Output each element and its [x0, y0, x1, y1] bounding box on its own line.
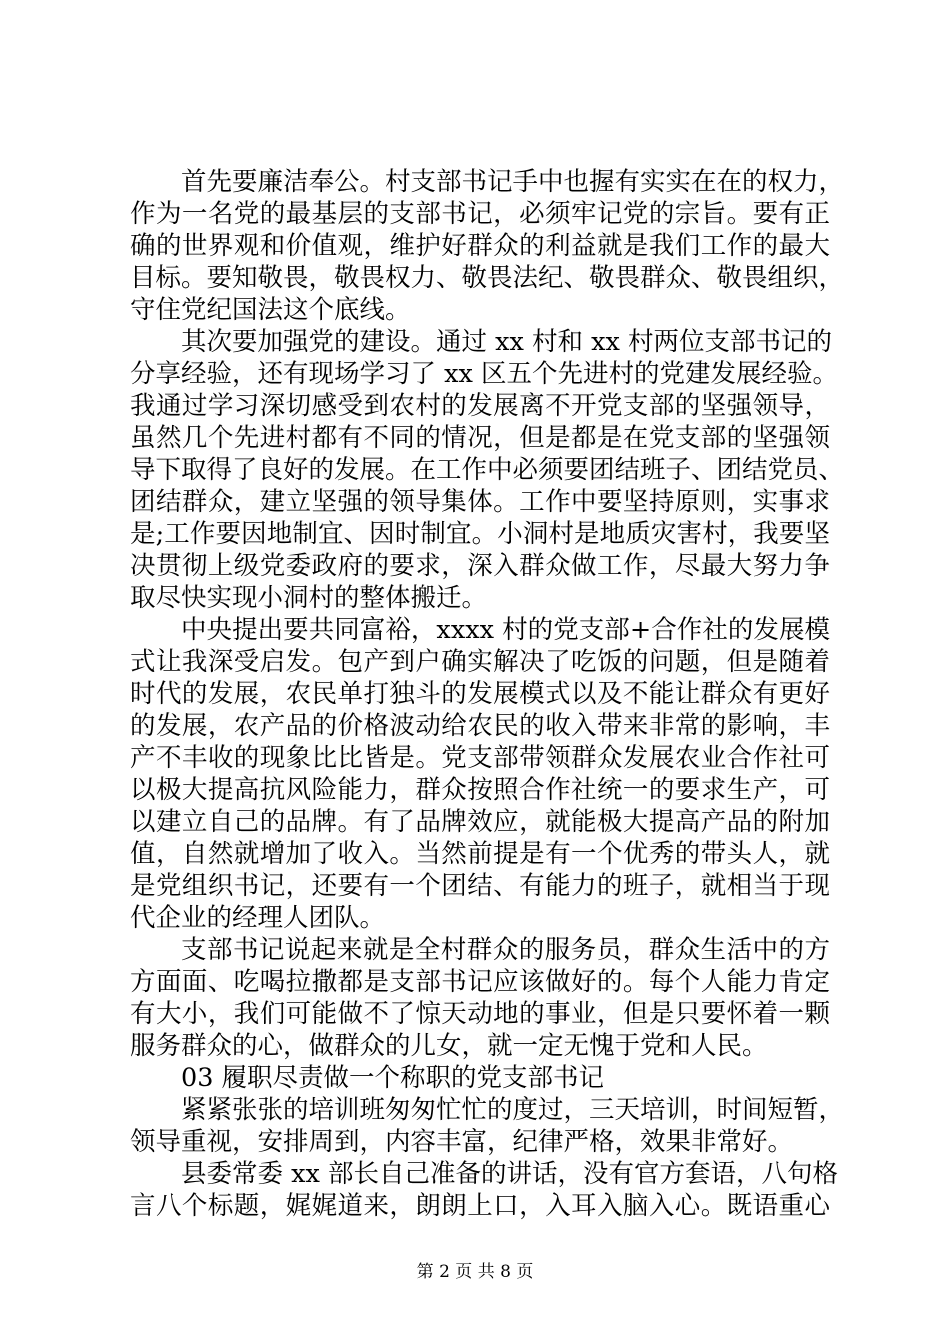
paragraph-line: 紧紧张张的培训班匆匆忙忙的度过，三天培训，时间短暂， — [181, 1095, 845, 1125]
paragraph-line: 是;工作要因地制宜、因时制宜。小洞村是地质灾害村，我要坚 — [130, 519, 830, 549]
section-heading: 03 履职尽责做一个称职的党支部书记 — [181, 1063, 605, 1093]
page-number-footer: 第 2 页 共 8 页 — [416, 1262, 534, 1282]
document-body — [130, 166, 845, 1222]
paragraph-line: 服务群众的心，做群众的儿女，就一定无愧于党和人民。 — [130, 1031, 768, 1061]
paragraph-line: 取尽快实现小洞村的整体搬迁。 — [130, 583, 488, 613]
paragraph-line: 导下取得了良好的发展。在工作中必须要团结班子、团结党员、 — [130, 455, 845, 485]
paragraph-line: 作为一名党的最基层的支部书记，必须牢记党的宗旨。要有正 — [130, 199, 830, 229]
paragraph-line: 确的世界观和价值观，维护好群众的利益就是我们工作的最大 — [130, 231, 830, 261]
paragraph-line: 分享经验，还有现场学习了 xx 区五个先进村的党建发展经验。 — [130, 359, 838, 389]
paragraph-line: 目标。要知敬畏，敬畏权力、敬畏法纪、敬畏群众、敬畏组织， — [130, 263, 845, 293]
paragraph-line: 支部书记说起来就是全村群众的服务员，群众生活中的方 — [181, 935, 830, 965]
paragraph-line: 言八个标题，娓娓道来，朗朗上口，入耳入脑入心。既语重心 — [130, 1191, 830, 1221]
paragraph-line: 有大小，我们可能做不了惊天动地的事业，但是只要怀着一颗 — [130, 999, 830, 1029]
paragraph-line: 守住党纪国法这个底线。 — [130, 295, 411, 325]
paragraph-line: 团结群众，建立坚强的领导集体。工作中要坚持原则，实事求 — [130, 487, 830, 517]
paragraph-line: 我通过学习深切感受到农村的发展离不开党支部的坚强领导， — [130, 391, 830, 421]
paragraph-line: 是党组织书记，还要有一个团结、有能力的班子，就相当于现 — [130, 871, 830, 901]
paragraph-line: 产不丰收的现象比比皆是。党支部带领群众发展农业合作社可 — [130, 743, 830, 773]
paragraph-line: 代企业的经理人团队。 — [130, 903, 386, 933]
paragraph-line: 值，自然就增加了收入。当然前提是有一个优秀的带头人，就 — [130, 839, 830, 869]
paragraph-line: 的发展，农产品的价格波动给农民的收入带来非常的影响，丰 — [130, 711, 830, 741]
paragraph-line: 以极大提高抗风险能力，群众按照合作社统一的要求生产，可 — [130, 775, 830, 805]
paragraph-line: 县委常委 xx 部长自己准备的讲话，没有官方套语，八句格 — [181, 1159, 838, 1189]
paragraph-line: 领导重视，安排周到，内容丰富，纪律严格，效果非常好。 — [130, 1127, 794, 1157]
paragraph-line: 方面面、吃喝拉撒都是支部书记应该做好的。每个人能力肯定 — [130, 967, 830, 997]
paragraph-line: 决贯彻上级党委政府的要求，深入群众做工作，尽最大努力争 — [130, 551, 830, 581]
paragraph-line: 中央提出要共同富裕，xxxx 村的党支部+合作社的发展模 — [181, 615, 830, 645]
paragraph-line: 式让我深受启发。包产到户确实解决了吃饭的问题，但是随着 — [130, 647, 830, 677]
paragraph-line: 首先要廉洁奉公。村支部书记手中也握有实实在在的权力， — [181, 167, 845, 197]
paragraph-line: 其次要加强党的建设。通过 xx 村和 xx 村两位支部书记的 — [181, 327, 832, 357]
paragraph-line: 虽然几个先进村都有不同的情况，但是都是在党支部的坚强领 — [130, 423, 830, 453]
paragraph-line: 以建立自己的品牌。有了品牌效应，就能极大提高产品的附加 — [130, 807, 830, 837]
paragraph-line: 时代的发展，农民单打独斗的发展模式以及不能让群众有更好 — [130, 679, 830, 709]
